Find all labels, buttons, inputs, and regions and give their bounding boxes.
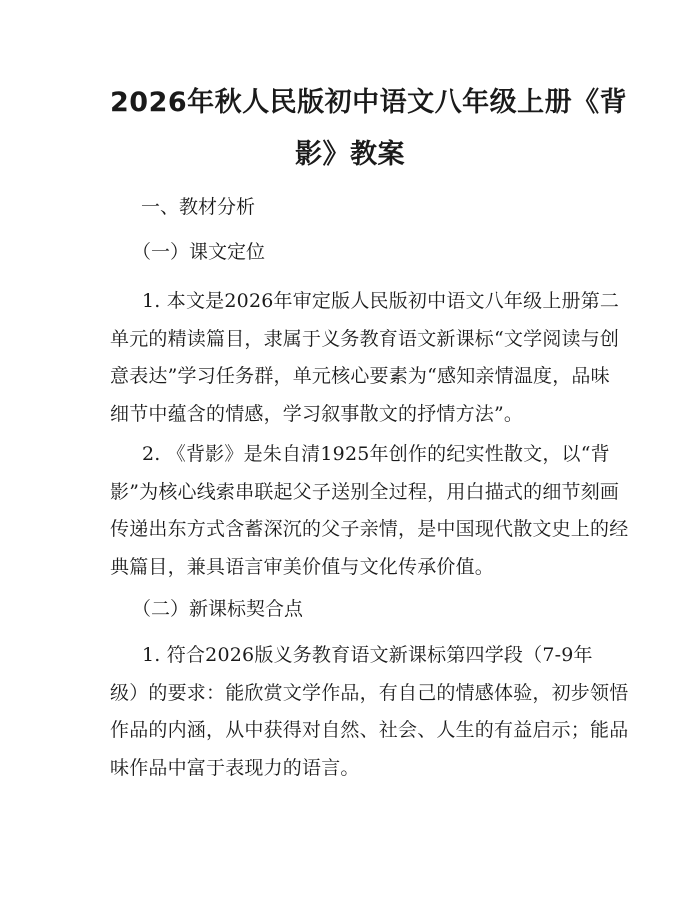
paragraph-1-line-1: 1. 本文是2026年审定版人民版初中语文八年级上册第二	[142, 290, 620, 312]
section-heading-textbook-analysis: 一、教材分析	[141, 196, 256, 218]
paragraph-1-line-4: 细节中蕴含的情感，学习叙事散文的抒情方法”。	[110, 402, 524, 425]
subsection-heading-curriculum-alignment: （二）新课标契合点	[132, 598, 304, 620]
document-title	[110, 77, 628, 181]
paragraph-3-line-3: 作品的内涵，从中获得对自然、社会、人生的有益启示；能品	[110, 719, 629, 741]
paragraph-2-line-3: 传递出东方式含蓄深沉的父子亲情，是中国现代散文史上的经	[110, 518, 629, 540]
paragraph-2-line-2: 影”为核心线索串联起父子送别全过程，用白描式的细节刻画	[110, 480, 620, 503]
subsection-heading-text-positioning: （一）课文定位	[132, 241, 266, 263]
paragraph-3-line-1: 1. 符合2026版义务教育语文新课标第四学段（7-9年	[142, 644, 593, 666]
paragraph-1	[110, 283, 620, 433]
paragraph-3-line-4: 味作品中富于表现力的语言。	[110, 756, 360, 779]
paragraph-2-line-1: 2. 《背影》是朱自清1925年创作的纪实性散文，以“背	[142, 443, 610, 465]
paragraph-1-line-2: 单元的精读篇目，隶属于义务教育语文新课标“文学阅读与创	[110, 327, 620, 350]
title-line-1: 2026年秋人民版初中语文八年级上册《背	[110, 87, 628, 118]
title-line-2: 影》教案	[295, 139, 405, 170]
paragraph-2-line-4: 典篇目，兼具语言审美价值与文化传承价值。	[110, 555, 495, 578]
paragraph-1-line-3: 意表达”学习任务群，单元核心要素为“感知亲情温度，品味	[110, 365, 610, 387]
paragraph-2	[110, 436, 629, 586]
paragraph-3	[110, 637, 629, 787]
paragraph-3-line-2: 级）的要求：能欣赏文学作品，有自己的情感体验，初步领悟	[110, 681, 629, 704]
